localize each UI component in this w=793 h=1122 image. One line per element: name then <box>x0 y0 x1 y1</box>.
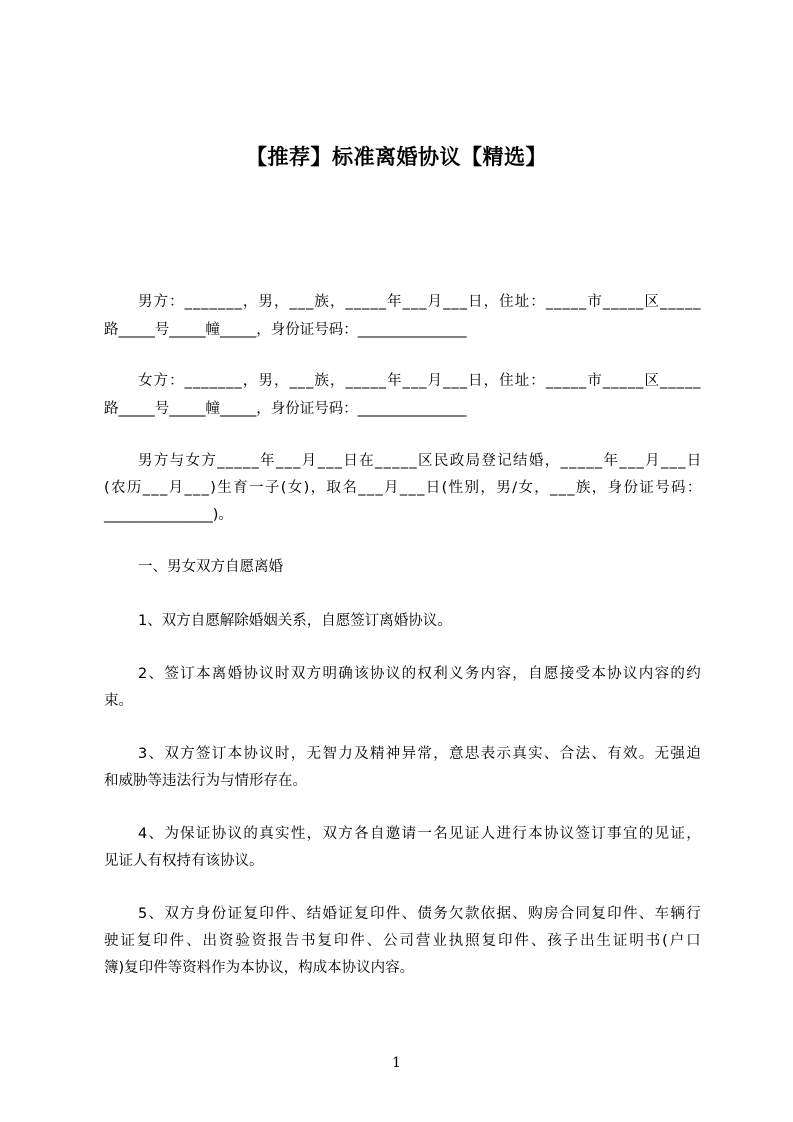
clause-1-line-1: 1、双方自愿解除婚姻关系，自愿签订离婚协议。 <box>138 613 452 629</box>
clause-2-line-1: 2、签订本离婚协议时双方明确该协议的权利义务内容，自愿接受本协议内容的约 <box>138 666 703 682</box>
clause-5-line-1: 5、双方身份证复印件、结婚证复印件、债务欠款依据、购房合同复印件、车辆行 <box>138 906 703 922</box>
male-party-line-1: 男方：_______，男，___族，_____年___月___日，住址：_____市_____区_____ <box>138 294 702 310</box>
clause-4-line-1: 4、为保证协议的真实性，双方各自邀请一名见证人进行本协议签订事宜的见证， <box>138 826 703 842</box>
section-heading-1: 一、男女双方自愿离婚 <box>138 559 283 575</box>
female-party-line-1: 女方：_______，男，___族，_____年___月___日，住址：_____市_____区_____ <box>138 373 702 389</box>
marriage-info-line-3: _______________)。 <box>104 507 233 523</box>
male-party-line-2: 路_____号_____幢_____，身份证号码：_______________ <box>104 322 467 338</box>
clause-5-line-3: 簿)复印件等资料作为本协议，构成本协议内容。 <box>104 960 415 976</box>
female-party-line-2: 路_____号_____幢_____，身份证号码：_______________ <box>104 401 467 417</box>
marriage-info-line-2: (农历___月___)生育一子(女)，取名___月___日(性别，男/女，___族，身份证号码： <box>104 480 703 496</box>
clause-2-line-2: 束。 <box>104 693 133 709</box>
marriage-info-line-1: 男方与女方_____年___月___日在_____区民政局登记结婚，_____年___月___日 <box>138 453 703 469</box>
clause-3-line-2: 和威胁等违法行为与情形存在。 <box>104 773 307 789</box>
page-title: 【推荐】标准离婚协议【精选】 <box>246 145 547 169</box>
page-number: 1 <box>392 1055 401 1071</box>
clause-5-line-2: 驶证复印件、出资验资报告书复印件、公司营业执照复印件、孩子出生证明书(户口 <box>104 933 703 949</box>
clause-3-line-1: 3、双方签订本协议时，无智力及精神异常，意思表示真实、合法、有效。无强迫 <box>138 746 703 762</box>
clause-4-line-2: 见证人有权持有该协议。 <box>104 853 264 869</box>
